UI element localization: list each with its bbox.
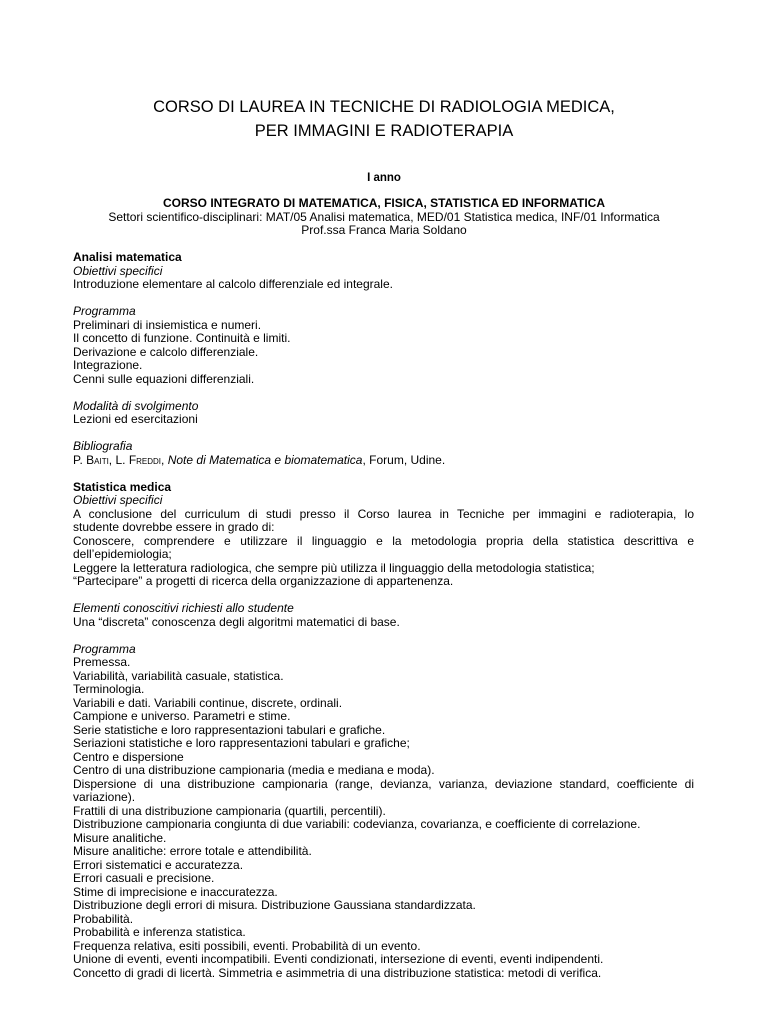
- programma-item: Dispersione di una distribuzione campionaria (range, devianza, varianza, deviazione standard, coefficiente di: [73, 776, 694, 791]
- bib-separator: , L.: [108, 452, 129, 467]
- section-heading-analisi: Analisi matematica: [73, 250, 182, 264]
- programma-item: Serie statistiche e loro rappresentazioni tabulari e grafiche.: [73, 722, 386, 737]
- programma-item: Misure analitiche.: [73, 830, 167, 845]
- bib-author2-name: Freddi: [128, 452, 162, 467]
- programma-item: Stime di imprecisione e inaccuratezza.: [73, 884, 278, 899]
- year-label: I anno: [367, 172, 401, 184]
- programma-item: Unione di eventi, eventi incompatibili. Eventi condizionati, intersezione di eventi, eventi indipendenti.: [73, 952, 604, 966]
- programma-item: Frattili di una distribuzione campionaria (quartili, percentili).: [73, 803, 386, 818]
- programma-item: Centro di una distribuzione campionaria (media e mediana e moda).: [73, 763, 435, 777]
- course-sectors: Settori scientifico-disciplinari: MAT/05 Analisi matematica, MED/01 Statistica medica, INF/01 Informatica: [108, 209, 660, 224]
- obiettivi-line: Leggere la letteratura radiologica, che sempre più utilizza il linguaggio della metodologia statistica;: [73, 560, 595, 575]
- obiettivi-line: “Partecipare” a progetti di ricerca della organizzazione di appartenenza.: [73, 574, 454, 588]
- programma-item: Premessa.: [73, 655, 131, 669]
- programma-label: Programma: [73, 304, 136, 318]
- document-title-line-2: PER IMMAGINI E RADIOTERAPIA: [254, 122, 514, 140]
- document-body: [73, 251, 694, 980]
- obiettivi-line: A conclusione del curriculum di studi presso il Corso laurea in Tecniche per immagini e radioterapia, lo: [73, 506, 694, 521]
- programma-item: Frequenza relativa, esiti possibili, eventi. Probabilità di un evento.: [73, 938, 421, 953]
- programma-item: Variabili e dati. Variabili continue, discrete, ordinali.: [73, 695, 343, 710]
- programma-item: Misure analitiche: errore totale e attendibilità.: [73, 844, 312, 858]
- programma-item: Terminologia.: [73, 682, 145, 696]
- bib-publisher: , Forum, Udine.: [362, 452, 446, 467]
- course-name: CORSO INTEGRATO DI MATEMATICA, FISICA, STATISTICA ED INFORMATICA: [163, 196, 605, 210]
- programma-item: Il concetto di funzione. Continuità e limiti.: [73, 331, 291, 345]
- programma-item: Distribuzione degli errori di misura. Distribuzione Gaussiana standardizzata.: [73, 898, 476, 912]
- obiettivi-line: dell’epidemiologia;: [73, 547, 172, 561]
- programma-item: Concetto di gradi di licertà. Simmetria e asimmetria di una distribuzione statistica: metodi di verifica.: [73, 965, 602, 980]
- bibliografia-label: Bibliografia: [73, 439, 133, 453]
- elementi-label: Elementi conoscitivi richiesti allo studente: [73, 601, 294, 615]
- programma-item: Derivazione e calcolo differenziale.: [73, 344, 259, 359]
- programma-item: Integrazione.: [73, 358, 143, 372]
- programma-label: Programma: [73, 641, 136, 656]
- obiettivi-label: Obiettivi specifici: [73, 263, 163, 278]
- obiettivi-label: Obiettivi specifici: [73, 493, 163, 507]
- programma-item: Cenni sulle equazioni differenziali.: [73, 371, 255, 386]
- programma-item: Errori casuali e precisione.: [73, 871, 215, 885]
- bib-comma: ,: [161, 452, 168, 467]
- modalita-label: Modalità di svolgimento: [73, 398, 199, 413]
- bib-author1-initial: P.: [73, 452, 87, 467]
- programma-item: Centro e dispersione: [73, 749, 184, 764]
- document-title-line-1: CORSO DI LAUREA IN TECNICHE DI RADIOLOGIA MEDICA,: [153, 98, 615, 116]
- programma-item: Probabilità e inferenza statistica.: [73, 925, 246, 939]
- programma-item: Distribuzione campionaria congiunta di due variabili: codevianza, covarianza, e coefficiente di correlazione.: [73, 817, 641, 831]
- obiettivi-line: studente dovrebbe essere in grado di:: [73, 520, 275, 534]
- modalita-text: Lezioni ed esercitazioni: [73, 412, 198, 426]
- document-title: [0, 95, 768, 143]
- section-heading-statistica: Statistica medica: [73, 479, 172, 494]
- bibliografia-entry: [73, 454, 694, 468]
- programma-item: Errori sistematici e accuratezza.: [73, 857, 244, 872]
- elementi-text: Una “discreta” conoscenza degli algoritmi matematici di base.: [73, 614, 400, 629]
- programma-item: Preliminari di insiemistica e numeri.: [73, 317, 262, 332]
- programma-item: variazione).: [73, 790, 136, 804]
- obiettivi-text: Introduzione elementare al calcolo differenziale ed integrale.: [73, 277, 393, 291]
- programma-item: Probabilità.: [73, 911, 134, 926]
- course-header: [0, 197, 768, 238]
- bib-author1-name: Baiti: [86, 452, 109, 467]
- course-professor: Prof.ssa Franca Maria Soldano: [301, 223, 467, 237]
- programma-item: Variabilità, variabilità casuale, statistica.: [73, 668, 284, 683]
- programma-item: Campione e universo. Parametri e stime.: [73, 709, 291, 723]
- bib-title: Note di Matematica e biomatematica: [167, 452, 363, 467]
- programma-item: Seriazioni statistiche e loro rappresentazioni tabulari e grafiche;: [73, 736, 410, 750]
- obiettivi-line: Conoscere, comprendere e utilizzare il linguaggio e la metodologia propria della statistica descrittiva e: [73, 533, 694, 548]
